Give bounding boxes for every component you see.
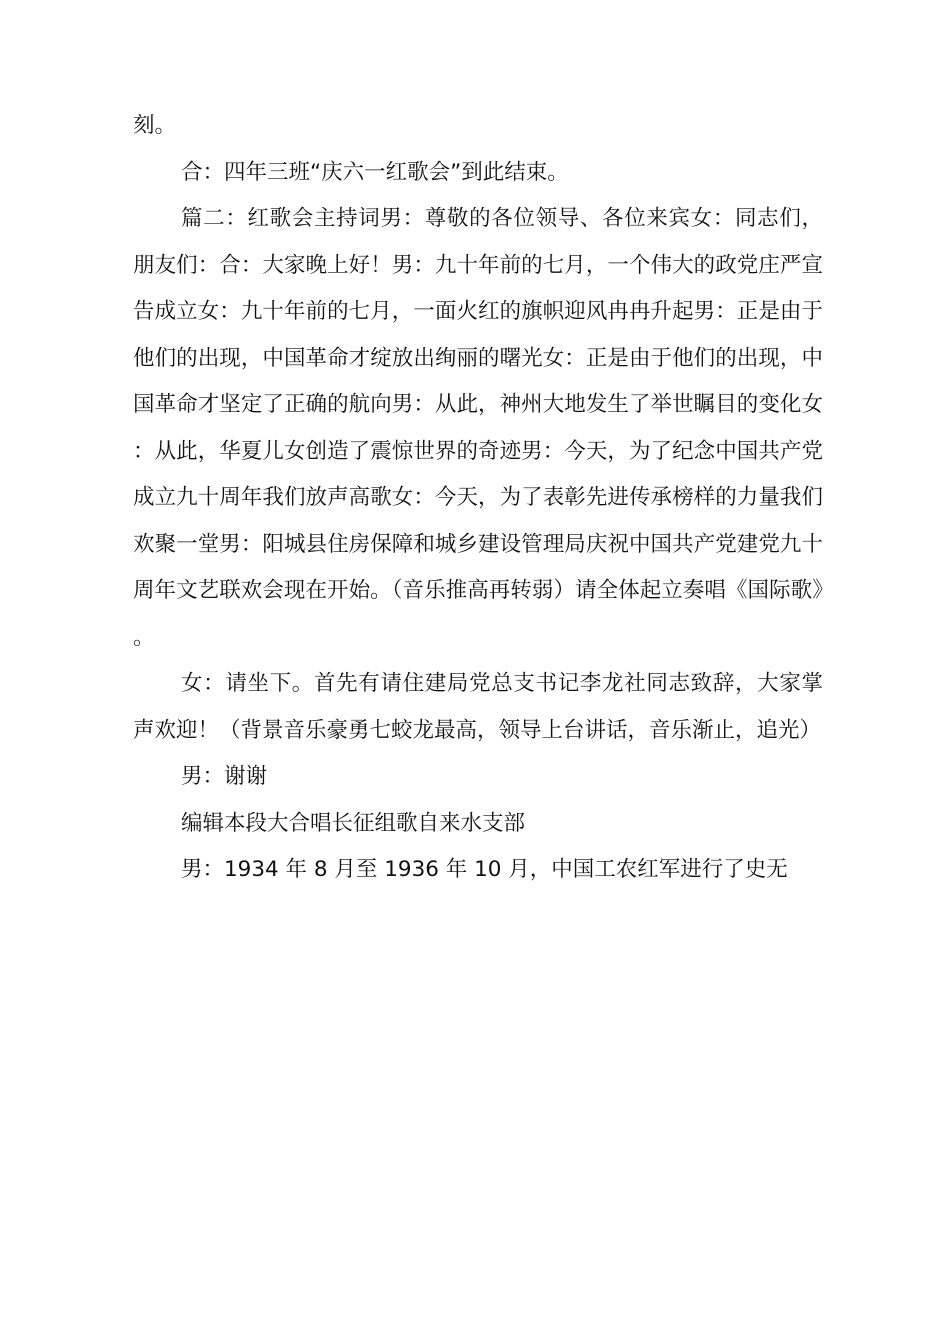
document-body (133, 103, 823, 894)
paragraph-opening-script: 篇二：红歌会主持词男：尊敬的各位领导、各位来宾女：同志们，朋友们：合：大家晚上好！男：九十年前的七月，一个伟大的政党庄严宣告成立女：九十年前的七月，一面火红的旗帜迎风冉冉升起男：正是由于他们的出现，中国革命才绽放出绚丽的曙光女：正是由于他们的出现，中国革命才坚定了正确的航向男：从此，神州大地发生了举世瞩目的变化女：从此，华夏儿女创造了震惊世界的奇迹男：今天，为了纪念中国共产党成立九十周年我们放声高歌女：今天，为了表彰先进传承榜样的力量我们欢聚一堂男：阳城县住房保障和城乡建设管理局庆祝中国共产党建党九十周年文艺联欢会现在开始。（音乐推高再转弱）请全体起立奏唱《国际歌》。 (133, 206, 823, 650)
paragraph-female-host: 女：请坐下。首先有请住建局党总支书记李龙社同志致辞，大家掌声欢迎！（背景音乐豪勇七蛟龙最高，领导上台讲话，音乐渐止，追光） (133, 671, 823, 743)
paragraph-male-thanks: 男：谢谢 (181, 764, 268, 789)
paragraph-section-heading: 编辑本段大合唱长征组歌自来水支部 (181, 810, 526, 836)
paragraph-long-march: 男：1934 年 8 月至 1936 年 10 月，中国工农红军进行了史无 (181, 857, 788, 882)
paragraph-closing-line: 合：四年三班“庆六一红歌会”到此结束。 (181, 159, 569, 185)
paragraph-continuation: 刻。 (133, 113, 177, 138)
